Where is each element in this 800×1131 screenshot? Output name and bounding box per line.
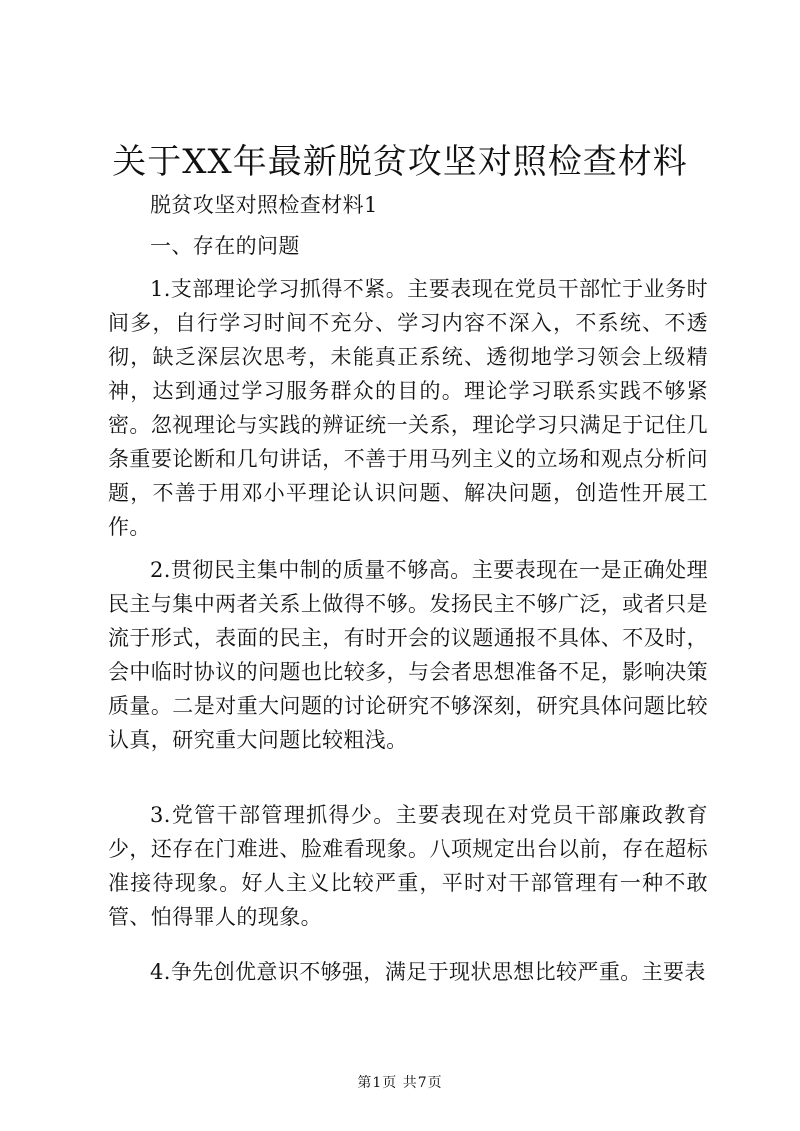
- page-footer: 第1页 共7页: [357, 1075, 443, 1091]
- document-title: 关于XX年最新脱贫攻坚对照检查材料: [112, 142, 688, 182]
- paragraph-section-heading: 一、存在的问题: [150, 234, 300, 258]
- paragraph-item-3: 3.党管干部管理抓得少。主要表现在对党员干部廉政教育少，还存在门难进、脸难看现象。八项规定出台以前，存在超标准接待现象。好人主义比较严重，平时对干部管理有一种不敢管、怕得罪人的现象。: [108, 803, 708, 929]
- paragraph-item-2: 2.贯彻民主集中制的质量不够高。主要表现在一是正确处理民主与集中两者关系上做得不够。发扬民主不够广泛，或者只是流于形式，表面的民主，有时开会的议题通报不具体、不及时，会中临时协议的问题也比较多，与会者思想准备不足，影响决策质量。二是对重大问题的讨论研究不够深刻，研究具体问题比较认真，研究重大问题比较粗浅。: [108, 558, 708, 752]
- paragraph-item-1: 1.支部理论学习抓得不紧。主要表现在党员干部忙于业务时间多，自行学习时间不充分、学习内容不深入，不系统、不透彻，缺乏深层次思考，未能真正系统、透彻地学习领会上级精神，达到通过学习服务群众的目的。理论学习联系实践不够紧密。忽视理论与实践的辨证统一关系，理论学习只满足于记住几条重要论断和几句讲话，不善于用马列主义的立场和观点分析问题，不善于用邓小平理论认识问题、解决问题，创造性开展工作。: [108, 277, 708, 539]
- paragraph-subtitle: 脱贫攻坚对照检查材料1: [150, 193, 378, 217]
- paragraph-item-4: 4.争先创优意识不够强，满足于现状思想比较严重。主要表: [150, 960, 706, 984]
